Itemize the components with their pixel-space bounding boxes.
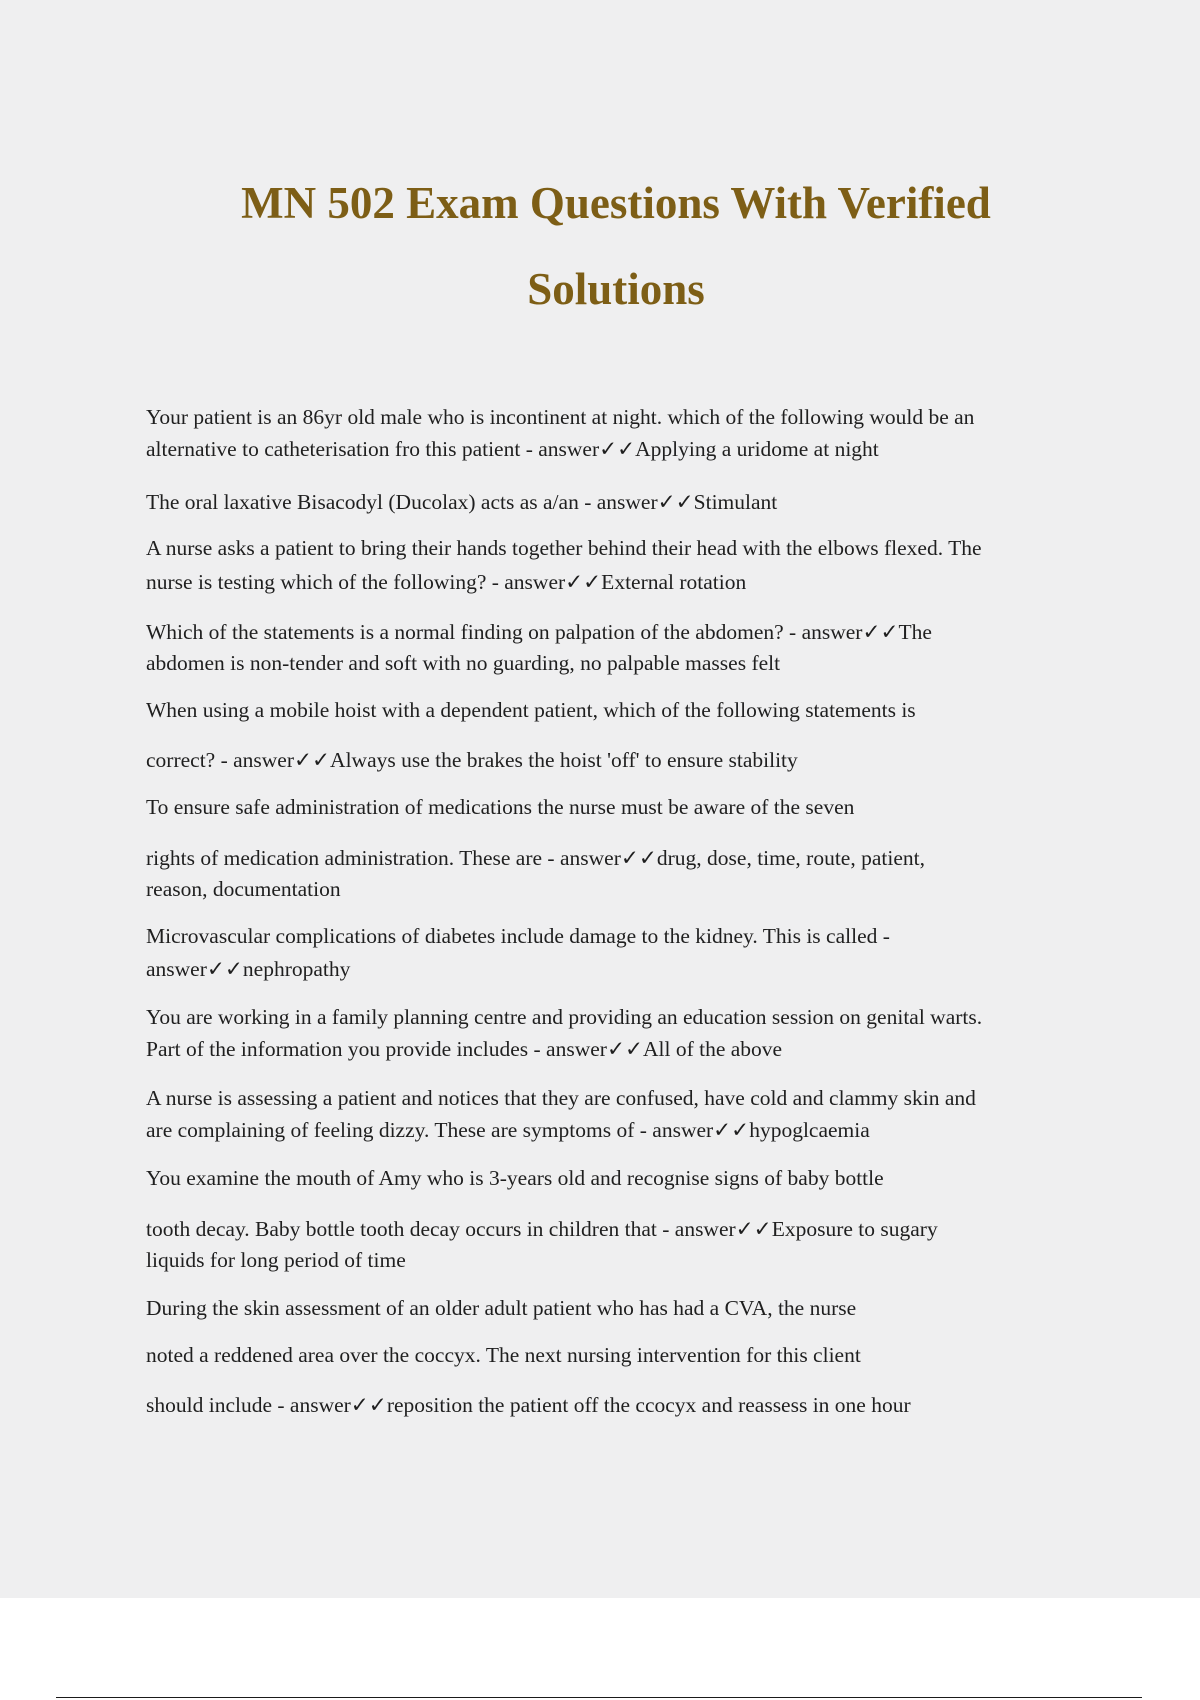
question-5-line-2: correct? - answer✓✓Always use the brakes the hoist 'off' to ensure stability — [146, 748, 798, 772]
question-9-line-1: A nurse is assessing a patient and notices that they are confused, have cold and clammy skin and — [146, 1086, 976, 1110]
question-1-line-2: alternative to catheterisation fro this patient - answer✓✓Applying a uridome at night — [146, 437, 879, 461]
question-4-line-2: abdomen is non-tender and soft with no guarding, no palpable masses felt — [146, 651, 781, 675]
question-3-line-1: A nurse asks a patient to bring their hands together behind their head with the elbows flexed. The — [146, 536, 982, 560]
question-3-line-2: nurse is testing which of the following? - answer✓✓External rotation — [146, 570, 747, 594]
question-8-line-2: Part of the information you provide includes - answer✓✓All of the above — [146, 1037, 783, 1061]
question-11-line-2: noted a reddened area over the coccyx. The next nursing intervention for this client — [146, 1343, 861, 1367]
question-1-line-1: Your patient is an 86yr old male who is incontinent at night. which of the following would be an — [146, 405, 975, 429]
footer-divider — [56, 1697, 1142, 1698]
question-6-line-2: rights of medication administration. These are - answer✓✓drug, dose, time, route, patient, — [146, 846, 925, 870]
question-10-line-2: tooth decay. Baby bottle tooth decay occurs in children that - answer✓✓Exposure to sugary — [146, 1217, 938, 1241]
question-10-line-1: You examine the mouth of Amy who is 3-years old and recognise signs of baby bottle — [146, 1166, 884, 1190]
question-11-line-1: During the skin assessment of an older adult patient who has had a CVA, the nurse — [146, 1296, 857, 1320]
question-7-line-2: answer✓✓nephropathy — [146, 957, 351, 981]
question-11-line-3: should include - answer✓✓reposition the patient off the ccocyx and reassess in one hour — [146, 1393, 911, 1417]
document-title — [0, 160, 1200, 332]
title-line: MN 502 Exam Questions With Verified — [241, 178, 991, 228]
question-6-line-3: reason, documentation — [146, 877, 341, 901]
title-line: Solutions — [527, 264, 705, 314]
question-7-line-1: Microvascular complications of diabetes include damage to the kidney. This is called - — [146, 924, 890, 948]
question-2-line-1: The oral laxative Bisacodyl (Ducolax) acts as a/an - answer✓✓Stimulant — [146, 490, 778, 514]
question-9-line-2: are complaining of feeling dizzy. These are symptoms of - answer✓✓hypoglcaemia — [146, 1118, 870, 1142]
question-10-line-3: liquids for long period of time — [146, 1248, 406, 1272]
question-6-line-1: To ensure safe administration of medications the nurse must be aware of the seven — [146, 795, 855, 819]
question-5-line-1: When using a mobile hoist with a dependent patient, which of the following statements is — [146, 698, 916, 722]
question-8-line-1: You are working in a family planning centre and providing an education session on genital warts. — [146, 1005, 983, 1029]
question-4-line-1: Which of the statements is a normal finding on palpation of the abdomen? - answer✓✓The — [146, 620, 932, 644]
